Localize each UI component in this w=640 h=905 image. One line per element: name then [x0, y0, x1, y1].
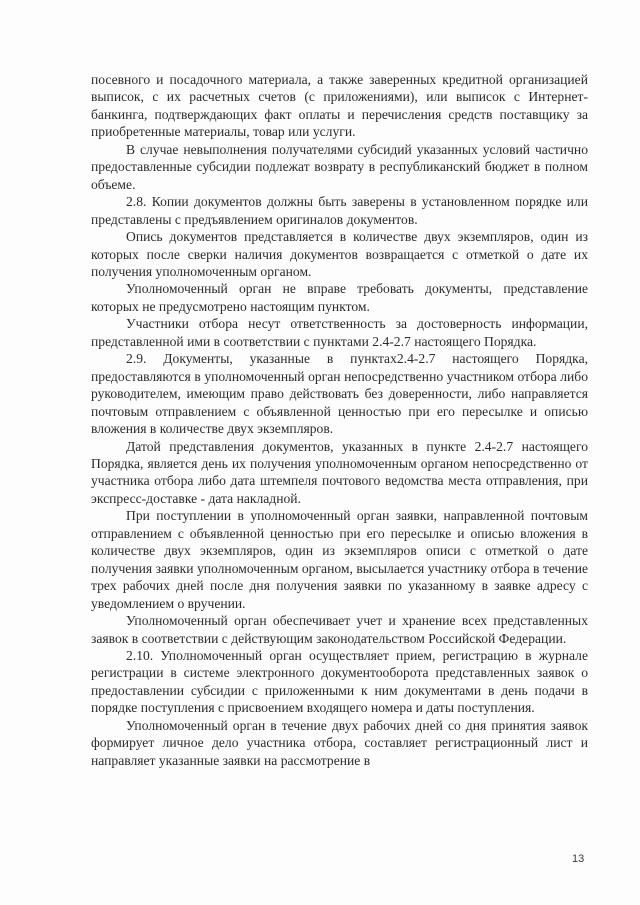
paragraph-personal-file: Уполномоченный орган в течение двух рабочих дней со дня принятия заявок формирует личное дело участника отбора, составляет регистрационный лист и направляет указанные заявки на рассмотрение в — [91, 717, 588, 768]
paragraph-continuation: посевного и посадочного материала, а также заверенных кредитной организацией выписок, с их расчетных счетов (с приложениями), или выписок с Интернет-банкинга, подтверждающих факт оплаты и перечисления средств поставщику за приобретенные материалы, товар или услуги. — [91, 72, 588, 140]
paragraph-refund-condition: В случае невыполнения получателями субсидий указанных условий частично предоставленные субсидии подлежат возврату в республиканский бюджет в полном объеме. — [91, 141, 588, 192]
paragraph-2-10: 2.10. Уполномоченный орган осуществляет прием, регистрацию в журнале регистрации в системе электронного документооборота представленных заявок о предоставлении субсидии с приложенными к ним документами в день подачи в порядке поступления с присвоением входящего номера и даты поступления. — [91, 647, 588, 716]
paragraph-submission-date: Датой представления документов, указанных в пункте 2.4-2.7 настоящего Порядка, является день их получения уполномоченным органом непосредственно от участника отбора либо дата штемпеля почтового ведомства места отправления, при экспресс-доставке - дата накладной. — [91, 438, 588, 506]
paragraph-responsibility: Участники отбора несут ответственность за достоверность информации, представленной ими в соответствии с пунктами 2.4-2.7 настоящего Порядка. — [91, 316, 588, 349]
paragraph-storage: Уполномоченный орган обеспечивает учет и хранение всех представленных заявок в соответствии с действующим законодательством Российской Федерации. — [91, 613, 588, 646]
document-body — [91, 71, 588, 769]
paragraph-2-8: 2.8. Копии документов должны быть заверены в установленном порядке или представлены с предъявлением оригиналов документов. — [91, 194, 588, 227]
page-number: 13 — [572, 853, 585, 865]
paragraph-authority-restriction: Уполномоченный орган не вправе требовать документы, представление которых не предусмотрено настоящим пунктом. — [91, 281, 588, 314]
paragraph-postal-receipt: При поступлении в уполномоченный орган заявки, направленной почтовым отправлением с объявленной ценностью при его пересылке и описью вложения в количестве двух экземпляров, один из экземпляров описи с отметкой о дате получения заявки уполномоченным органом, высылается участнику отбора в течение трех рабочих дней после дня получения заявки по указанному в заявке адресу с уведомлением о вручении. — [91, 508, 588, 611]
paragraph-2-9: 2.9. Документы, указанные в пунктах2.4-2.7 настоящего Порядка, предоставляются в уполномоченный орган непосредственно участником отбора либо руководителем, имеющим право действовать без доверенности, либо направляется почтовым отправлением с объявленной ценностью при его пересылке и описью вложения в количестве двух экземпляров. — [91, 351, 588, 437]
paragraph-inventory: Опись документов представляется в количестве двух экземпляров, один из которых после сверки наличия документов возвращается с отметкой о дате их получения уполномоченным органом. — [91, 229, 588, 279]
